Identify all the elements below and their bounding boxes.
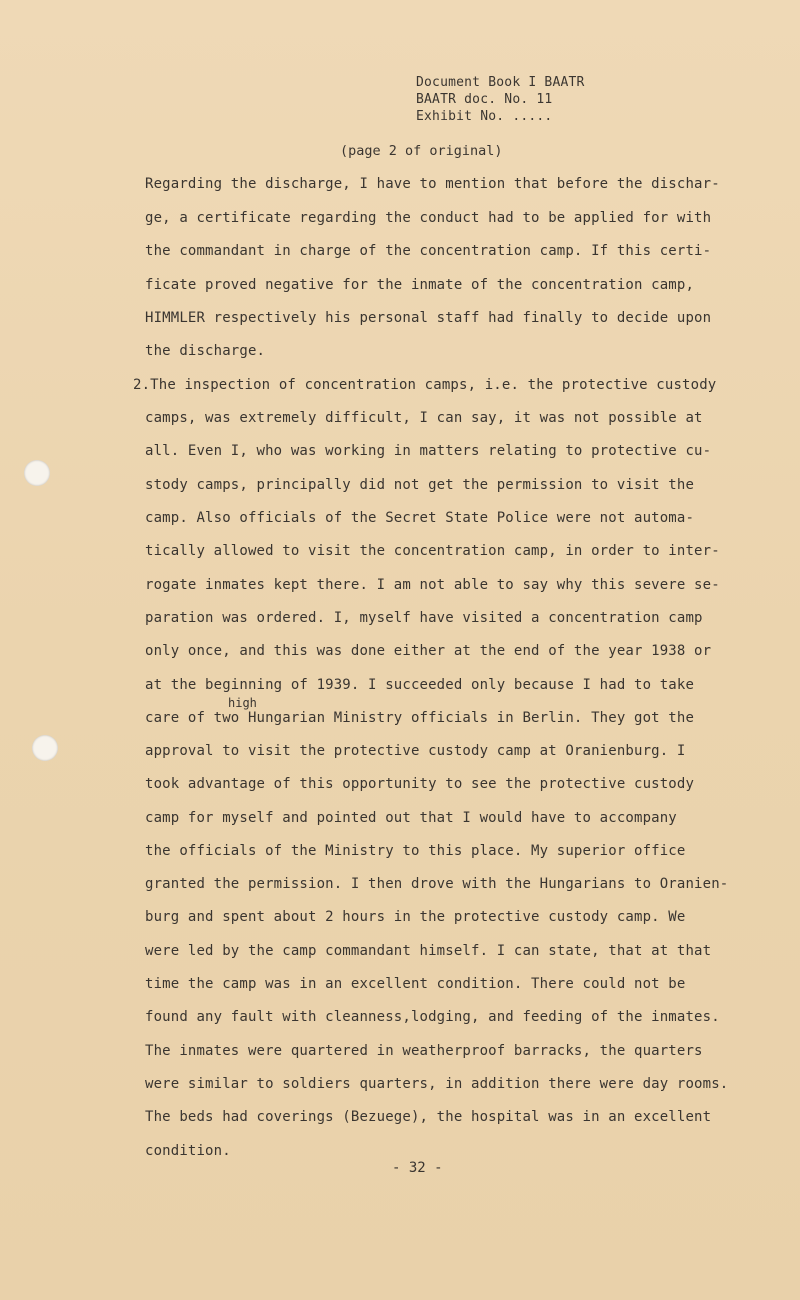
- body-line: granted the permission. I then drove with the Hungarians to Oranien-: [145, 876, 729, 892]
- body-line: at the beginning of 1939. I succeeded only because I had to take: [145, 677, 695, 693]
- body-line: camps, was extremely difficult, I can say, it was not possible at: [145, 410, 703, 426]
- body-line: were similar to soldiers quarters, in addition there were day rooms.: [145, 1076, 729, 1092]
- body-line: the discharge.: [145, 343, 266, 359]
- original-page-note: (page 2 of original): [340, 143, 503, 159]
- body-line: the officials of the Ministry to this place. My superior office: [145, 843, 686, 859]
- body-line: found any fault with cleanness,lodging, and feeding of the inmates.: [145, 1009, 720, 1025]
- body-line: camp. Also officials of the Secret State Police were not automa-: [145, 510, 695, 526]
- body-line: the commandant in charge of the concentration camp. If this certi-: [145, 243, 712, 259]
- body-line: care of two Hungarian Ministry officials in Berlin. They got the: [145, 710, 695, 726]
- document-reference-header: [416, 74, 585, 125]
- body-line: Regarding the discharge, I have to mention that before the dischar-: [145, 176, 720, 192]
- body-line: all. Even I, who was working in matters relating to protective cu-: [145, 443, 712, 459]
- body-line: condition.: [145, 1143, 231, 1159]
- body-line: only once, and this was done either at the end of the year 1938 or: [145, 643, 712, 659]
- body-line: The beds had coverings (Bezuege), the hospital was in an excellent: [145, 1109, 712, 1125]
- body-line: HIMMLER respectively his personal staff had finally to decide upon: [145, 310, 712, 326]
- body-line: tically allowed to visit the concentration camp, in order to inter-: [145, 543, 720, 559]
- body-line: paration was ordered. I, myself have visited a concentration camp: [145, 610, 703, 626]
- body-line: took advantage of this opportunity to see the protective custody: [145, 776, 695, 792]
- body-line: approval to visit the protective custody camp at Oranienburg. I: [145, 743, 686, 759]
- punch-hole-bottom: [32, 735, 58, 761]
- document-book-line: Document Book I BAATR: [416, 75, 585, 90]
- body-line: ficate proved negative for the inmate of the concentration camp,: [145, 277, 695, 293]
- body-line: 2.The inspection of concentration camps, i.e. the protective custody: [133, 377, 717, 393]
- document-number-line: BAATR doc. No. 11: [416, 92, 553, 107]
- body-line: ge, a certificate regarding the conduct had to be applied for with: [145, 210, 712, 226]
- page-number: - 32 -: [392, 1160, 443, 1176]
- body-line: stody camps, principally did not get the permission to visit the: [145, 477, 695, 493]
- handwritten-insertion: high: [228, 696, 257, 710]
- body-line: were led by the camp commandant himself. I can state, that at that: [145, 943, 712, 959]
- exhibit-number-line: Exhibit No. .....: [416, 109, 553, 124]
- body-line: rogate inmates kept there. I am not able to say why this severe se-: [145, 577, 720, 593]
- body-line: burg and spent about 2 hours in the protective custody camp. We: [145, 909, 686, 925]
- body-line: The inmates were quartered in weatherproof barracks, the quarters: [145, 1043, 703, 1059]
- body-line: camp for myself and pointed out that I would have to accompany: [145, 810, 677, 826]
- body-line: time the camp was in an excellent condition. There could not be: [145, 976, 686, 992]
- punch-hole-top: [24, 460, 50, 486]
